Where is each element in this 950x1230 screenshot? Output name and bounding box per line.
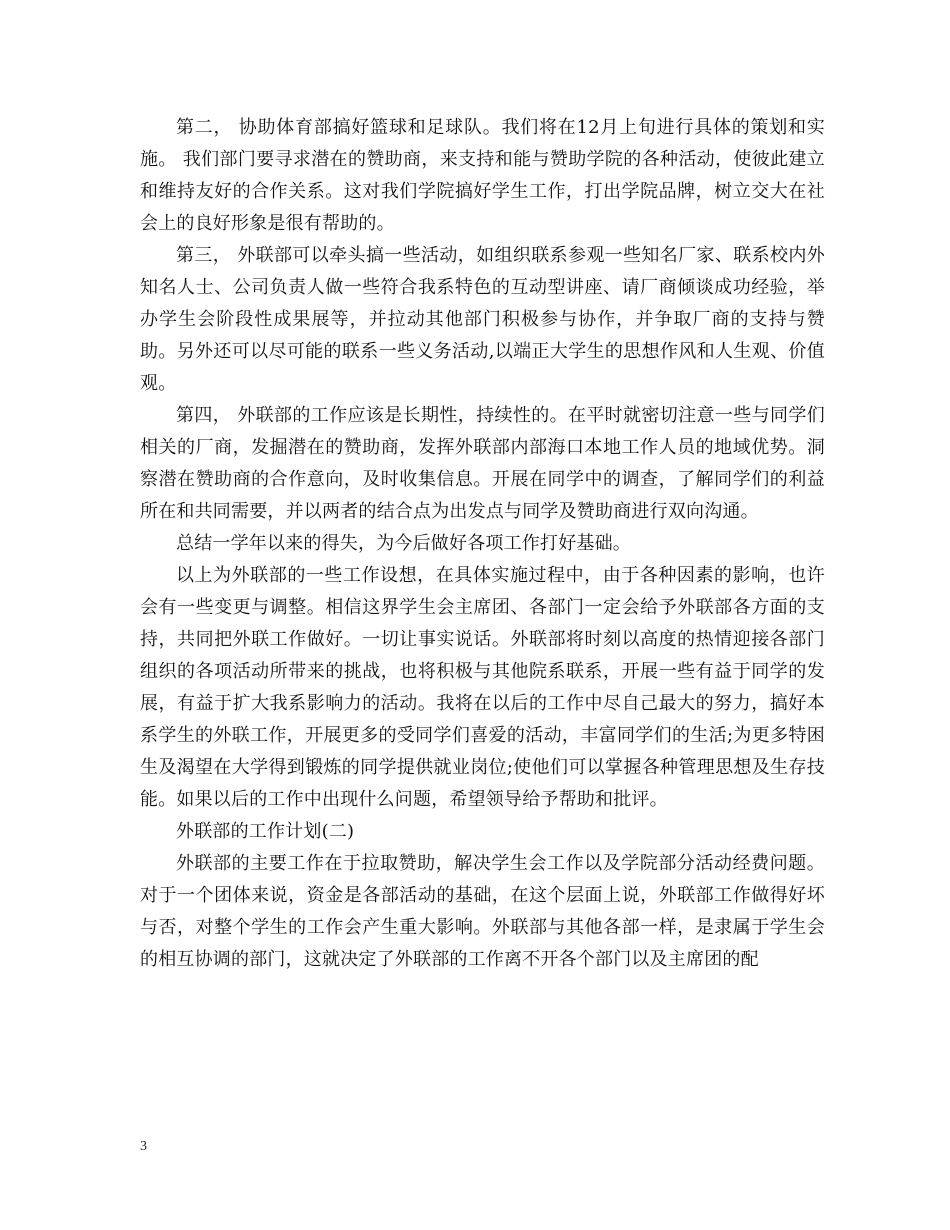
document-body — [140, 112, 825, 976]
section-heading: 外联部的工作计划(二) — [176, 821, 355, 842]
paragraph-second-point: 第二， 协助体育部搞好篮球和足球队。我们将在12月上旬进行具体的策划和实施。 我们部门要寻求潜在的赞助商，来支持和能与赞助学院的各种活动，使彼此建立和维持友好的合作关系。这对我们学院搞好学生工作，打出学院品牌，树立交大在社会上的良好形象是很有帮助的。 — [140, 117, 825, 234]
page-number: 3 — [140, 1139, 147, 1154]
paragraph-summary: 总结一学年以来的得失，为今后做好各项工作打好基础。 — [176, 533, 631, 554]
paragraph-conclusion: 以上为外联部的一些工作设想，在具体实施过程中，由于各种因素的影响，也许会有一些变更与调整。相信这界学生会主席团、各部门一定会给予外联部各方面的支持，共同把外联工作做好。一切让事实说话。外联部将时刻以高度的热情迎接各部门组织的各项活动所带来的挑战，也将积极与其他院系联系，开展一些有益于同学的发展，有益于扩大我系影响力的活动。我将在以后的工作中尽自己最大的努力，搞好本系学生的外联工作，开展更多的受同学们喜爱的活动，丰富同学们的生活;为更多特困生及渴望在大学得到锻炼的同学提供就业岗位;使他们可以掌握各种管理思想及生存技能。如果以后的工作中出现什么问题，希望领导给予帮助和批评。 — [140, 565, 825, 810]
paragraph-plan-two-intro: 外联部的主要工作在于拉取赞助，解决学生会工作以及学院部分活动经费问题。对于一个团体来说，资金是各部活动的基础，在这个层面上说，外联部工作做得好坏与否，对整个学生的工作会产生重大影响。外联部与其他各部一样，是隶属于学生会的相互协调的部门，这就决定了外联部的工作离不开各个部门以及主席团的配 — [140, 853, 825, 970]
paragraph-fourth-point: 第四， 外联部的工作应该是长期性，持续性的。在平时就密切注意一些与同学们相关的厂商，发掘潜在的赞助商，发挥外联部内部海口本地工作人员的地域优势。洞察潜在赞助商的合作意向，及时收集信息。开展在同学中的调查，了解同学们的利益所在和共同需要，并以两者的结合点为出发点与同学及赞助商进行双向沟通。 — [140, 405, 825, 522]
paragraph-third-point: 第三， 外联部可以牵头搞一些活动，如组织联系参观一些知名厂家、联系校内外知名人士、公司负责人做一些符合我系特色的互动型讲座、请厂商倾谈成功经验，举办学生会阶段性成果展等，并拉动其他部门积极参与协作，并争取厂商的支持与赞助。另外还可以尽可能的联系一些义务活动,以端正大学生的思想作风和人生观、价值观。 — [140, 245, 825, 394]
